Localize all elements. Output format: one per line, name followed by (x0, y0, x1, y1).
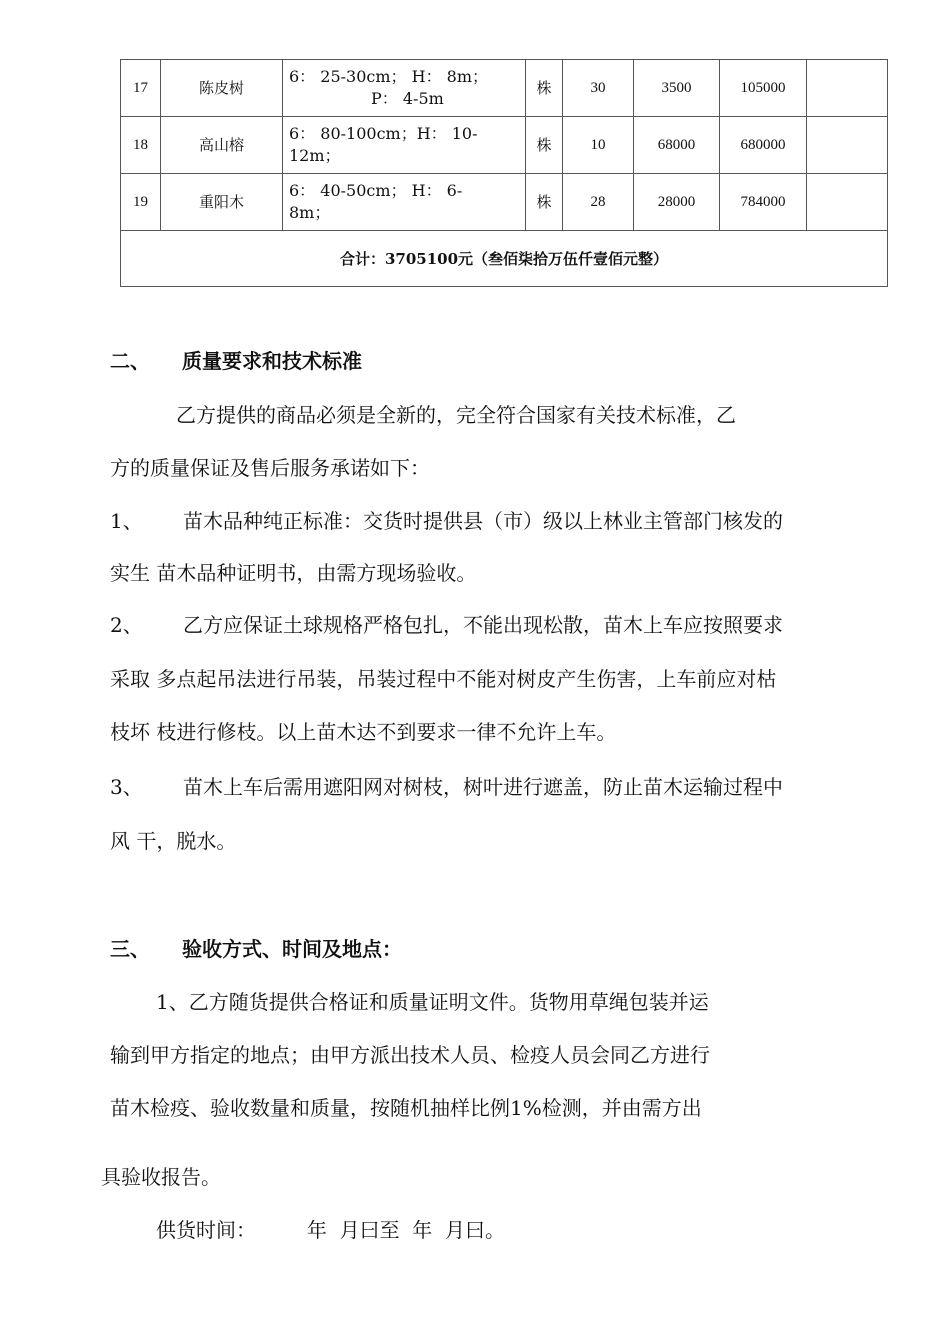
grand-total: 合计：3705100元（叁佰柒拾万伍仟壹佰元整） (121, 231, 888, 287)
tree-name: 重阳木 (161, 174, 283, 231)
section-title: 质量要求和技术标准 (182, 349, 362, 373)
paragraph-line: 输到甲方指定的地点；由甲方派出技术人员、检疫人员会同乙方进行 (110, 1043, 710, 1067)
unit: 株 (526, 60, 563, 117)
spec-line: 8m； (289, 203, 331, 222)
table-row (121, 117, 888, 174)
spec-line: 6： 40-50cm； H： 6- (289, 181, 463, 200)
table-row (121, 60, 888, 117)
amount: 680000 (720, 117, 807, 174)
paragraph-line: 实生 苗木品种证明书，由需方现场验收。 (110, 561, 477, 585)
tree-spec (283, 60, 526, 117)
tree-spec (283, 174, 526, 231)
list-number: 3、 (110, 775, 143, 799)
quantity: 10 (563, 117, 634, 174)
list-text: 乙方应保证土球规格严格包扎，不能出现松散，苗木上车应按照要求 (183, 613, 783, 637)
row-number: 18 (121, 117, 161, 174)
paragraph-line: 具验收报告。 (101, 1165, 221, 1189)
tree-name: 陈皮树 (161, 60, 283, 117)
note (807, 174, 888, 231)
row-number: 19 (121, 174, 161, 231)
section-title: 验收方式、时间及地点： (182, 937, 402, 961)
spec-line: 12m； (289, 146, 341, 165)
list-number: 1、 (110, 509, 143, 533)
note (807, 117, 888, 174)
paragraph-line: 苗木检疫、验收数量和质量，按随机抽样比例1%检测，并由需方出 (110, 1096, 702, 1120)
unit-price: 68000 (634, 117, 720, 174)
section-number: 二、 (110, 349, 150, 373)
unit: 株 (526, 174, 563, 231)
spec-line: P： 4-5m (371, 89, 444, 108)
section-heading-acceptance (110, 933, 402, 962)
amount: 784000 (720, 174, 807, 231)
paragraph-line: 枝坏 枝进行修枝。以上苗木达不到要求一律不允许上车。 (110, 720, 617, 744)
paragraph-line: 方的质量保证及售后服务承诺如下： (110, 456, 430, 480)
paragraph-line: 乙方提供的商品必须是全新的，完全符合国家有关技术标准，乙 (176, 403, 736, 427)
list-item-3 (110, 771, 783, 800)
spec-line: 6： 80-100cm；H： 10- (289, 124, 478, 143)
unit-price: 3500 (634, 60, 720, 117)
unit: 株 (526, 117, 563, 174)
quantity: 28 (563, 174, 634, 231)
list-text: 苗木上车后需用遮阳网对树枝，树叶进行遮盖，防止苗木运输过程中 (183, 775, 783, 799)
section-heading-quality (110, 345, 362, 374)
paragraph-line: 风 干，脱水。 (110, 829, 237, 853)
list-text: 苗木品种纯正标准：交货时提供县（市）级以上林业主管部门核发的 (183, 509, 783, 533)
list-item-2 (110, 609, 783, 638)
amount: 105000 (720, 60, 807, 117)
table-row (121, 174, 888, 231)
tree-name: 高山榕 (161, 117, 283, 174)
paragraph-line: 采取 多点起吊法进行吊装，吊装过程中不能对树皮产生伤害，上车前应对枯 (110, 667, 777, 691)
supply-time: 供货时间： 年 月曰至 年 月曰。 (156, 1218, 506, 1242)
tree-spec (283, 117, 526, 174)
list-item-1 (110, 505, 783, 534)
spec-line: 6： 25-30cm； H： 8m； (289, 67, 489, 86)
row-number: 17 (121, 60, 161, 117)
paragraph-line: 1、乙方随货提供合格证和质量证明文件。货物用草绳包装并运 (156, 990, 709, 1014)
quantity: 30 (563, 60, 634, 117)
note (807, 60, 888, 117)
section-number: 三、 (110, 937, 150, 961)
unit-price: 28000 (634, 174, 720, 231)
total-row (121, 231, 888, 287)
nursery-items-table (120, 59, 888, 287)
list-number: 2、 (110, 613, 143, 637)
